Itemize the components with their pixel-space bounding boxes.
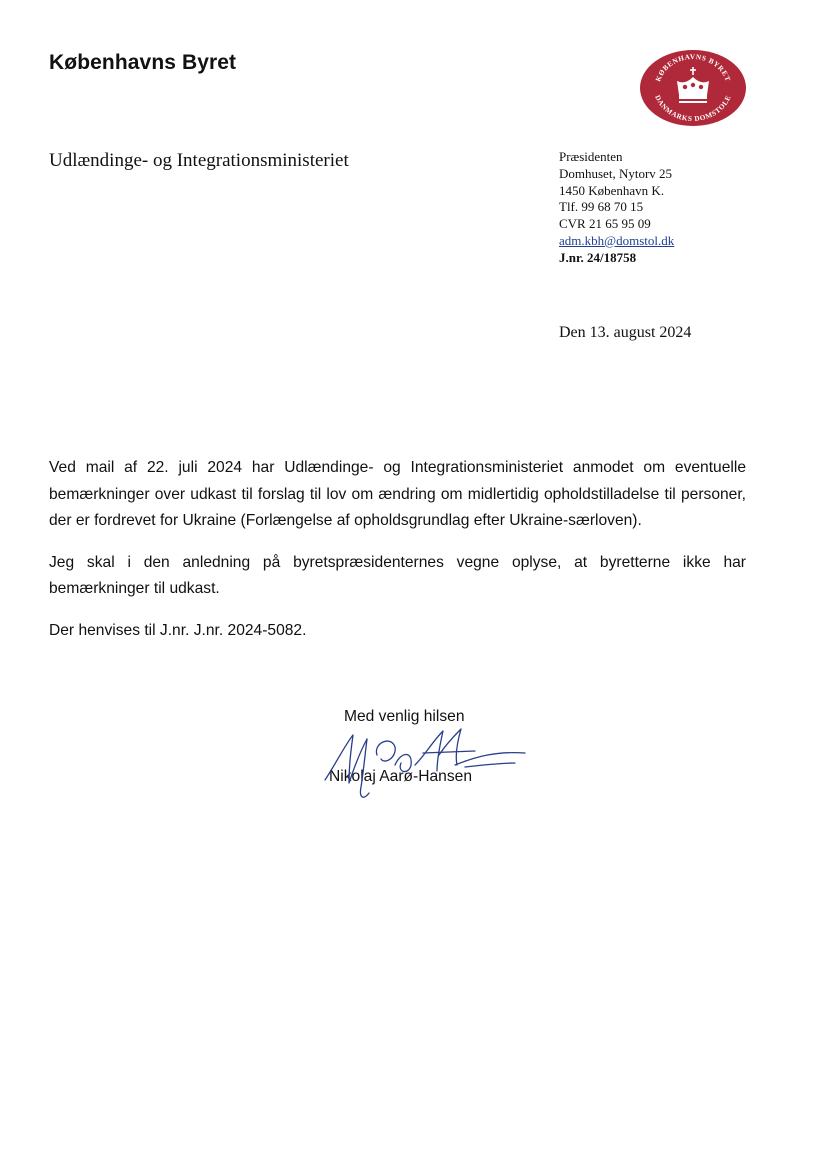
body-paragraph-2: Jeg skal i den anledning på byretspræsidenternes vegne oplyse, at byretterne ikke har bemærkninger til udkast.: [49, 553, 746, 597]
recipient-name: Udlændinge- og Integrationsministeriet: [49, 150, 349, 171]
letter-body: [49, 455, 746, 659]
signer-name: Nikolaj Aarø-Hansen: [329, 768, 473, 785]
sender-email-link[interactable]: adm.kbh@domstol.dk: [559, 232, 675, 248]
closing-greeting: Med venlig hilsen: [344, 708, 465, 725]
letter-date: Den 13. august 2024: [559, 324, 692, 341]
sender-address-line1: Domhuset, Nytorv 25: [559, 165, 673, 181]
court-name: Københavns Byret: [49, 51, 237, 74]
sender-address-line2: 1450 København K.: [559, 182, 665, 198]
court-seal-logo: [639, 49, 747, 127]
handwritten-signature: [315, 725, 530, 810]
sender-cvr: CVR 21 65 95 09: [559, 216, 651, 232]
svg-text:KØBENHAVNS BYRET: KØBENHAVNS BYRET: [654, 52, 732, 83]
journal-number: J.nr. 24/18758: [559, 249, 637, 265]
sender-block: [559, 149, 674, 267]
body-paragraph-3: Der henvises til J.nr. J.nr. 2024-5082.: [49, 621, 307, 639]
sender-title: Præsidenten: [559, 149, 623, 164]
body-paragraph-1: Ved mail af 22. juli 2024 har Udlændinge- og Integrationsministeriet anmodet om eventuelle bemærkninger over udkast til forslag til lov om ændring om midlertidig opholdstilladelse til personer, der er fordrevet for Ukraine (Forlængelse af opholdsgrundlag efter Ukraine-særloven).: [49, 459, 746, 529]
svg-text:DANMARKS DOMSTOLE: DANMARKS DOMSTOLE: [653, 93, 733, 124]
sender-phone: Tlf. 99 68 70 15: [559, 199, 644, 215]
